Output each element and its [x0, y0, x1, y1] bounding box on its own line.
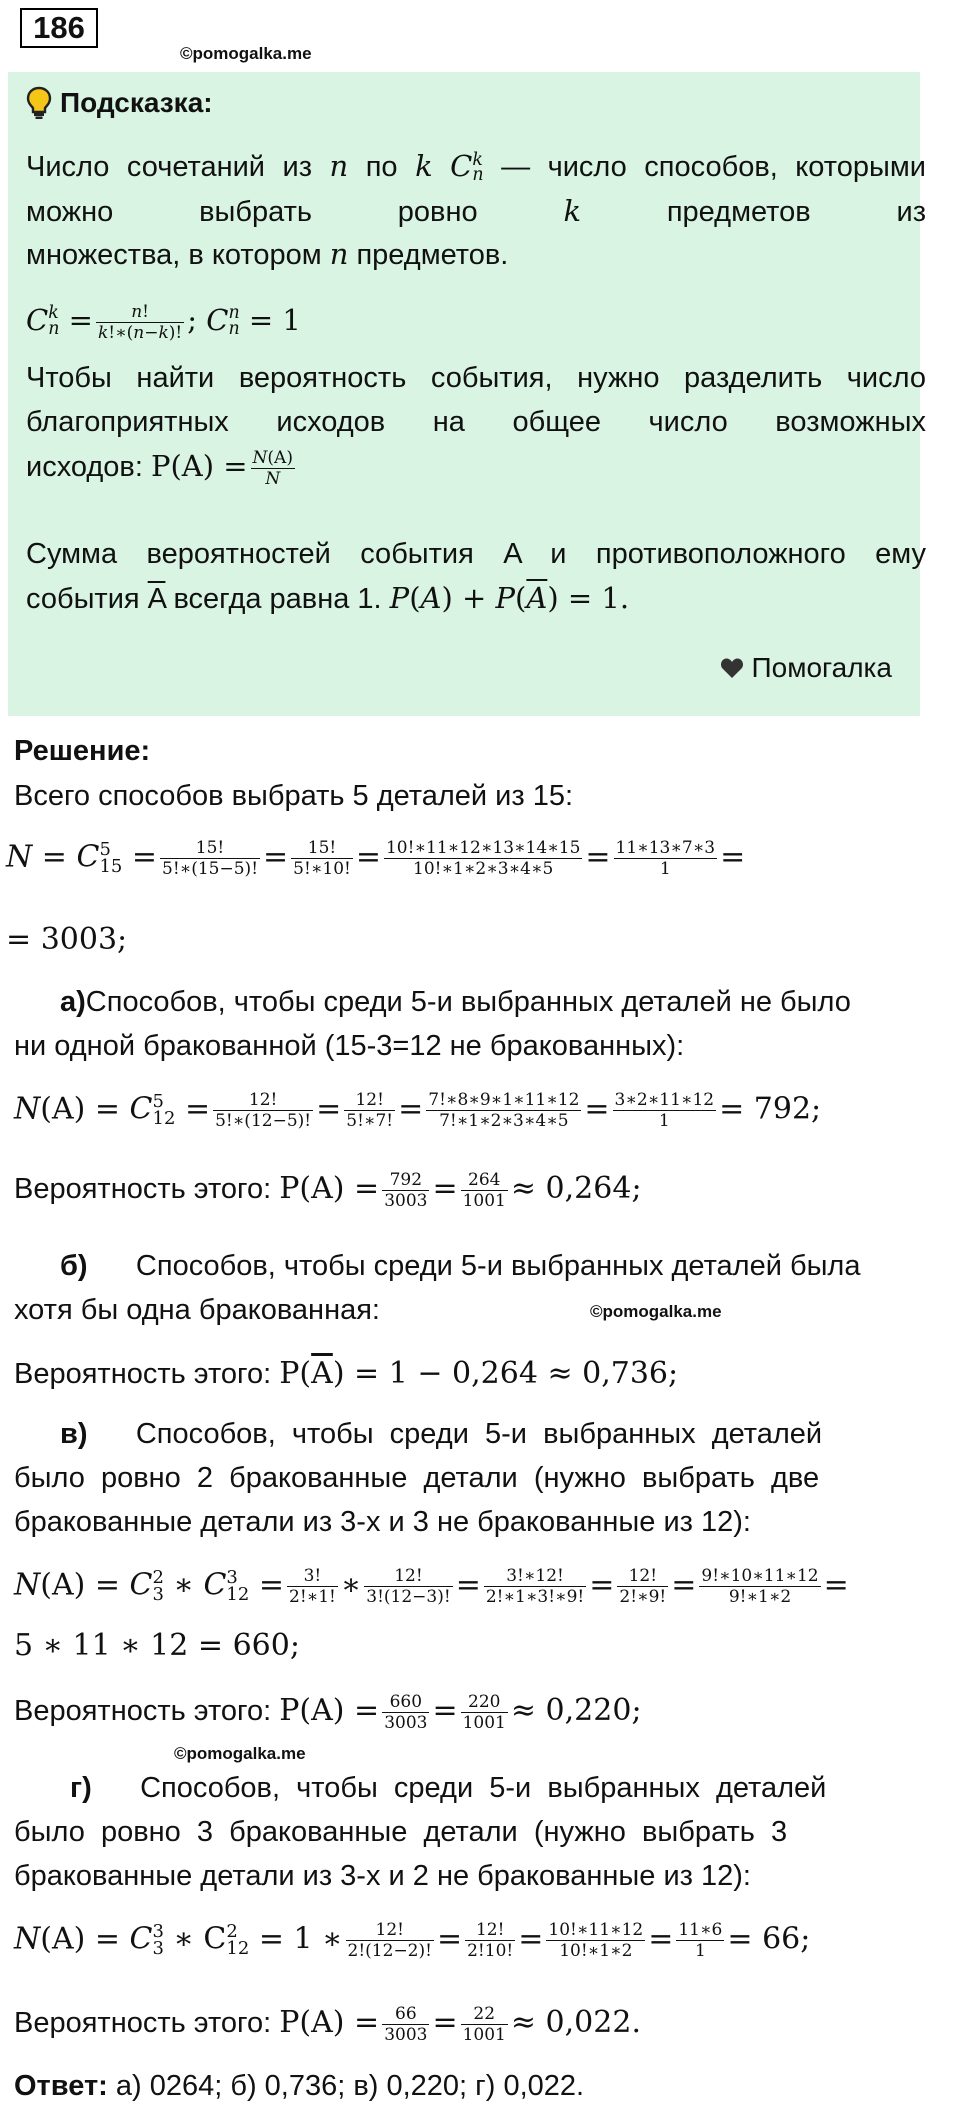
part-a-formula: N(A) = C 5 12 = $\frac{12!}{5!∗(12-5)!}$ = $\frac{12!}{5!∗7!}$ = $\frac{7!∗8∗9∗1∗11∗12}{7!∗1∗2∗3∗4∗5}$ = $\frac{3∗2∗11∗12}{1}$ = 792; [14, 1090, 822, 1131]
part-v-text-2: было ровно 2 бракованные детали (нужно выбрать две [14, 1462, 820, 1494]
hint-combination-definition: Число сочетаний из n по k C k n — число способов, которыми можно выбрать ровно k предметов из [26, 149, 926, 228]
part-v-text-3: бракованные детали из 3-х и 3 не бракованные из 12): [14, 1506, 751, 1538]
hint-combination-formula: C k n = $\frac{n!}{k!∗(n-k)!}$ ; C n n = 1 [26, 301, 301, 343]
part-g-probability: Вероятность этого: P(A) = $\frac{66}{3003}$ = $\frac{22}{1001}$ ≈ 0,022. [14, 2004, 641, 2045]
part-g-text-3: бракованные детали из 3-х и 2 не бракованные из 12): [14, 1860, 751, 1892]
part-a-text-1: а)Способов, чтобы среди 5-и выбранных деталей не было [60, 986, 851, 1018]
part-v-result: 5 ∗ 11 ∗ 12 = 660; [14, 1628, 300, 1663]
part-v-text-1: в) Способов, чтобы среди 5-и выбранных деталей [60, 1418, 823, 1450]
heart-icon [720, 657, 744, 679]
part-g-text-2: было ровно 3 бракованные детали (нужно выбрать 3 [14, 1816, 788, 1848]
part-v-formula: N(A) = C 2 3 ∗ C 3 12 = $\frac{3!}{2!∗1!}$ ∗ $\frac{12!}{3!(12-3)!}$ = $\frac{3!∗12!}{2!∗1∗3!∗9!}$ = $\frac{12!}{2!∗9!}$ = $\frac{9!∗10∗11∗12}{9!∗1∗2}$ = [14, 1566, 849, 1607]
part-b-probability: Вероятность этого: $P(\overline{A}) = 1 - 0,264 \approx 0,736$; [14, 1356, 679, 1391]
total-combinations-result: = 3003; [6, 922, 128, 957]
total-combinations-formula: N = C 5 15 = $\frac{15!}{5!∗(15-5)!}$ = $\frac{15!}{5!∗10!}$ = $\frac{10!∗11∗12∗13∗14∗15}{10!∗1∗2∗3∗4∗5}$ = $\frac{11∗13∗7∗3}{1}$ = [6, 838, 746, 879]
lightbulb-icon [26, 86, 52, 120]
part-a-text-2: ни одной бракованной (15-3=12 не бракованных): [14, 1030, 685, 1062]
watermark-3: ©pomogalka.me [174, 1744, 306, 1763]
part-a-probability: Вероятность этого: P(A) = $\frac{792}{3003}$ = $\frac{264}{1001}$ ≈ 0,264; [14, 1170, 642, 1211]
part-v-probability: Вероятность этого: P(A) = $\frac{660}{3003}$ = $\frac{220}{1001}$ ≈ 0,220; [14, 1692, 642, 1733]
brand-label: Помогалка [720, 652, 892, 684]
hint-combination-definition-end: множества, в котором n предметов. [26, 237, 509, 271]
part-b-text-2: хотя бы одна бракованная: [14, 1294, 380, 1326]
watermark: ©pomogalka.me [180, 44, 312, 63]
hint-complement-text: Сумма вероятностей события A и противоположного ему [26, 538, 926, 570]
answer: Ответ: а) 0264; б) 0,736; в) 0,220; г) 0,022. [14, 2070, 585, 2102]
hint-probability-text: Чтобы найти вероятность события, нужно разделить число благоприятных исходов на общее число возможных [26, 362, 926, 438]
hint-complement-formula: события $\overline{A}$ всегда равна 1. $P(A) + P(\overline{A}) = 1$. [26, 581, 630, 615]
part-g-text-1: г) Способов, чтобы среди 5-и выбранных деталей [70, 1772, 827, 1804]
hint-probability-formula: исходов: P(A) = $\frac{N(A)}{N}$ [26, 447, 293, 489]
hint-title: Подсказка: [26, 86, 213, 120]
part-b-text-1: б) Способов, чтобы среди 5-и выбранных деталей была [60, 1250, 861, 1282]
solution-title: Решение: [14, 735, 151, 767]
watermark-2: ©pomogalka.me [590, 1302, 722, 1321]
hint-box [8, 72, 926, 716]
problem-number: 186 [20, 8, 98, 48]
part-g-formula: N(A) = C 3 3 ∗ C 2 12 = 1 ∗ $\frac{12!}{2!(12-2)!}$ = $\frac{12!}{2!10!}$ = $\frac{10!∗11∗12}{10!∗1∗2}$ = $\frac{11∗6}{1}$ = 66; [14, 1920, 811, 1961]
solution-intro: Всего способов выбрать 5 деталей из 15: [14, 780, 574, 812]
